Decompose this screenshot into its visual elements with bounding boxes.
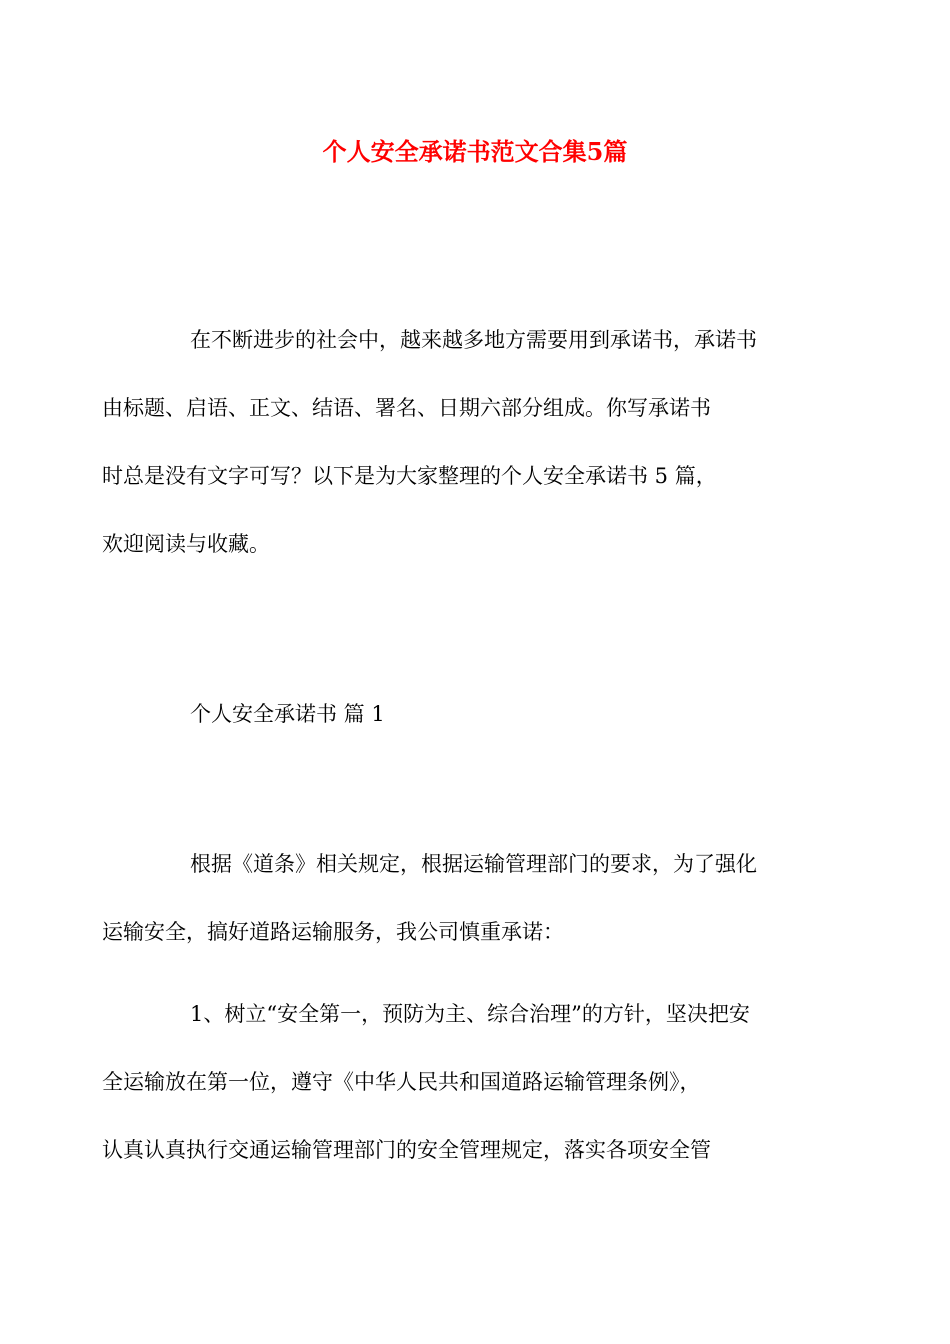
intro-line-3: 时总是没有文字可写？以下是为大家整理的个人安全承诺书 5 篇， [102,464,717,488]
para1-line-2: 运输安全，搞好道路运输服务，我公司慎重承诺： [102,920,564,944]
para2-line-2: 全运输放在第一位，遵守《中华人民共和国道路运输管理条例》， [102,1070,701,1094]
para2-line-3: 认真认真执行交通运输管理部门的安全管理规定，落实各项安全管 [102,1138,711,1162]
intro-paragraph [102,306,806,578]
document-title: 个人安全承诺书范文合集5篇 [322,137,628,166]
intro-line-2: 由标题、启语、正文、结语、署名、日期六部分组成。你写承诺书 [102,396,711,420]
intro-line-1: 在不断进步的社会中，越来越多地方需要用到承诺书，承诺书 [190,328,757,352]
body-paragraph-2 [102,980,806,1184]
para1-line-1: 根据《道条》相关规定，根据运输管理部门的要求，为了强化 [190,852,757,876]
body-paragraph-1 [102,830,806,966]
section-heading: 个人安全承诺书 篇 1 [190,702,385,726]
para2-line-1: 1、树立“安全第一，预防为主、综合治理”的方针，坚决把安 [190,1002,750,1026]
intro-line-4: 欢迎阅读与收藏。 [102,532,270,556]
